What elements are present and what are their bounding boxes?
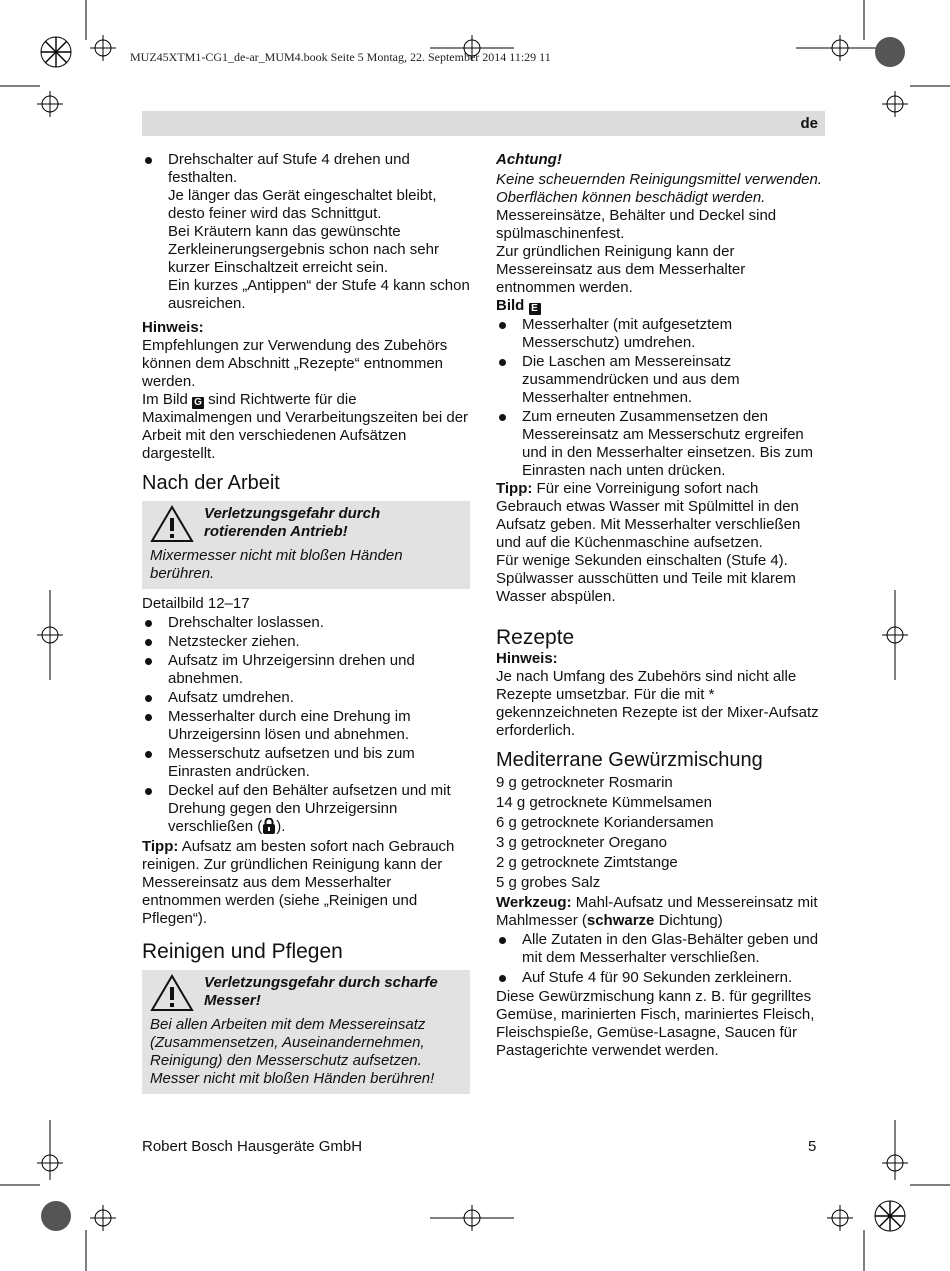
ingredient: 3 g getrockneter Oregano [496, 834, 667, 851]
paragraph: Je länger das Gerät eingeschaltet bleibt, desto feiner wird das Schnittgut. [168, 187, 437, 222]
achtung-text: Keine scheuernden Reinigungsmittel verwenden. Oberflächen können beschädigt werden. [496, 171, 823, 206]
warning-icon [150, 974, 194, 1012]
hinweis-label: Hinweis: [496, 650, 558, 667]
list-item: Netzstecker ziehen. [142, 633, 470, 651]
left-column [142, 151, 470, 1094]
warning-text: Bei allen Arbeiten mit dem Messereinsatz (Zusammensetzen, Auseinandernehmen, Reinigung) den Messerschutz aufsetzen. Messer nicht mit bloßen Händen berühren! [150, 1016, 435, 1087]
warning-icon [150, 505, 194, 543]
list-item: Zum erneuten Zusammensetzen den Messereinsatz am Messerschutz ergreifen und in den Messerhalter einsetzen. Bis zum Einrasten nach unten drücken. [496, 408, 826, 480]
list-item: Drehschalter loslassen. [142, 614, 470, 632]
language-bar [142, 111, 825, 136]
ingredient: 14 g getrocknete Kümmelsamen [496, 794, 712, 811]
paragraph: Je nach Umfang des Zubehörs sind nicht alle Rezepte umsetzbar. Für die mit * gekennzeichneten Rezepte ist der Mixer-Aufsatz erforderlich. [496, 668, 819, 739]
list-item: Messerhalter (mit aufgesetztem Messerschutz) umdrehen. [496, 316, 826, 352]
list-item: Deckel auf den Behälter aufsetzen und mit Drehung gegen den Uhrzeigersinn verschließen ( ). [142, 782, 470, 836]
paragraph: Zur gründlichen Reinigung kann der Messereinsatz aus dem Messerhalter entnommen werden. [496, 243, 746, 296]
list-item: Aufsatz im Uhrzeigersinn drehen und abnehmen. [142, 652, 470, 688]
list-item: Messerhalter durch eine Drehung im Uhrzeigersinn lösen und abnehmen. [142, 708, 470, 744]
paragraph: Empfehlungen zur Verwendung des Zubehörs können dem Abschnitt „Rezepte“ entnommen werden. [142, 337, 448, 390]
file-info-header: MUZ45XTM1-CG1_de-ar_MUM4.book Seite 5 Montag, 22. September 2014 11:29 11 [130, 50, 551, 64]
lock-icon [262, 818, 276, 834]
footer-company: Robert Bosch Hausgeräte GmbH [142, 1138, 363, 1155]
list-item: Auf Stufe 4 für 90 Sekunden zerkleinern. [496, 969, 826, 987]
warning-text: Mixermesser nicht mit bloßen Händen berühren. [150, 547, 403, 582]
hinweis-label: Hinweis: [142, 319, 204, 336]
tip-paragraph: Tipp: Aufsatz am besten sofort nach Gebrauch reinigen. Zur gründlichen Reinigung kann der Messereinsatz aus dem Messerhalter entnommen werden (siehe „Reinigen und Pflegen“). [142, 838, 455, 927]
list-item: Alle Zutaten in den Glas-Behälter geben und mit dem Messerhalter verschließen. [496, 931, 826, 967]
figure-label: Bild E [496, 297, 826, 315]
warning-title: Verletzungsgefahr durch scharfe Messer! [204, 974, 438, 1009]
paragraph: Messereinsätze, Behälter und Deckel sind spülmaschinenfest. [496, 207, 777, 242]
list-item: Die Laschen am Messereinsatz zusammendrücken und aus dem Messerhalter entnehmen. [496, 353, 826, 407]
page-number: 5 [808, 1138, 817, 1155]
language-code: de [800, 115, 818, 132]
recipe-title: Mediterrane Gewürzmischung [496, 749, 763, 771]
list-item: Messerschutz aufsetzen und bis zum Einrasten andrücken. [142, 745, 470, 781]
ingredient: 9 g getrockneter Rosmarin [496, 774, 673, 791]
warning-box [142, 501, 470, 589]
ingredient: 5 g grobes Salz [496, 874, 601, 891]
warning-box [142, 970, 470, 1094]
paragraph: Diese Gewürzmischung kann z. B. für gegrilltes Gemüse, marinierten Fisch, mariniertes Fleisch, Fleischspieße, Gemüse-Lasagne, Saucen für Pastagerichte verwendet werden. [496, 988, 815, 1059]
list-item: Aufsatz umdrehen. [142, 689, 470, 707]
tool-paragraph: Werkzeug: Mahl-Aufsatz und Messereinsatz mit Mahlmesser (schwarze Dichtung) [496, 894, 818, 929]
achtung-label: Achtung! [496, 151, 562, 168]
figure-symbol: G [192, 397, 204, 409]
paragraph: Bei Kräutern kann das gewünschte Zerkleinerungsergebnis schon nach sehr kurzer Einschaltzeit erreicht sein. [168, 223, 439, 276]
paragraph: Im Bild G sind Richtwerte für die Maximalmengen und Verarbeitungszeiten bei der Arbeit mit den verschiedenen Aufsätzen dargestellt. [142, 391, 469, 462]
list-item: Drehschalter auf Stufe 4 drehen und festhalten. [142, 151, 470, 187]
warning-title: Verletzungsgefahr durch rotierenden Antrieb! [204, 505, 381, 540]
tip-paragraph: Tipp: Für eine Vorreinigung sofort nach Gebrauch etwas Wasser mit Spülmittel in den Aufsatz geben. Mit Messerhalter verschließen und auf die Küchenmaschine aufsetzen. [496, 480, 801, 551]
section-title: Nach der Arbeit [142, 472, 280, 494]
detail-label: Detailbild 12–17 [142, 595, 250, 612]
paragraph: Ein kurzes „Antippen“ der Stufe 4 kann schon ausreichen. [168, 277, 470, 312]
section-title: Rezepte [496, 626, 575, 649]
ingredient: 6 g getrocknete Koriandersamen [496, 814, 714, 831]
paragraph: Für wenige Sekunden einschalten (Stufe 4). Spülwasser ausschütten und Teile mit klarem Wasser abspülen. [496, 552, 796, 605]
right-column [496, 151, 826, 1060]
section-title: Reinigen und Pflegen [142, 940, 343, 963]
figure-symbol: E [529, 303, 541, 315]
ingredient: 2 g getrocknete Zimtstange [496, 854, 678, 871]
